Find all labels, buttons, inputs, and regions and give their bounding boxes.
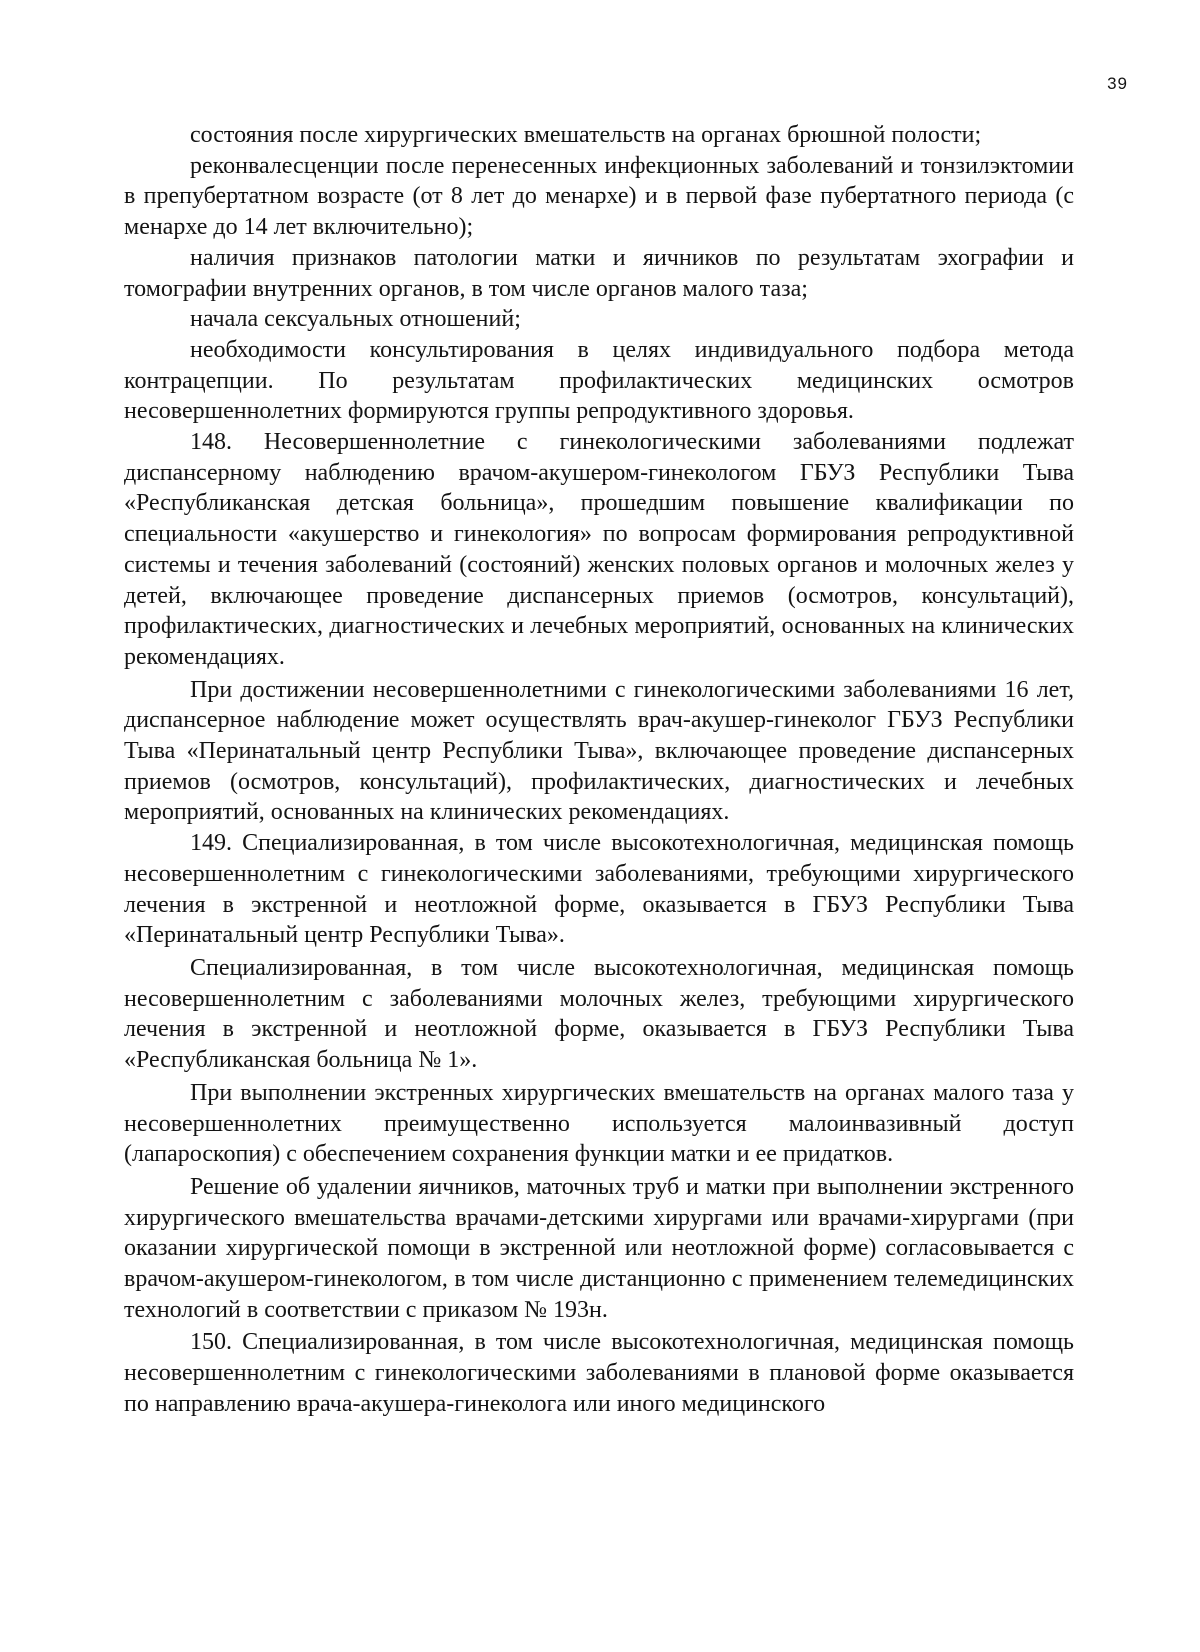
paragraph: 149. Специализированная, в том числе высокотехнологичная, медицинская помощь несовершеннолетним с гинекологическими заболеваниями, требующими хирургического лечения в экстренной и неотложной форме, оказывается в ГБУЗ Республики Тыва «Перинатальный центр Республики Тыва». <box>124 830 1074 949</box>
paragraph: При достижении несовершеннолетними с гинекологическими заболеваниями 16 лет, диспансерное наблюдение может осуществлять врач-акушер-гинеколог ГБУЗ Республики Тыва «Перинатальный центр Республики Тыва», включающее проведение диспансерных приемов (осмотров, консультаций), профилактических, диагностических и лечебных мероприятий, основанных на клинических рекомендациях. <box>124 676 1074 826</box>
page-number: 39 <box>1107 74 1128 93</box>
paragraph: 148. Несовершеннолетние с гинекологическими заболеваниями подлежат диспансерному наблюдению врачом-акушером-гинекологом ГБУЗ Республики Тыва «Республиканская детская больница», прошедшим повышение квалификации по специальности «акушерство и гинекология» по вопросам формирования репродуктивной системы и течения заболеваний (состояний) женских половых органов и молочных желез у детей, включающее проведение диспансерных приемов (осмотров, консультаций), профилактических, диагностических и лечебных мероприятий, основанных на клинических рекомендациях. <box>124 429 1074 670</box>
paragraph: 150. Специализированная, в том числе высокотехнологичная, медицинская помощь несовершеннолетним с гинекологическими заболеваниями в плановой форме оказывается по направлению врача-акушера-гинеколога или иного медицинского <box>124 1329 1074 1417</box>
paragraph: Решение об удалении яичников, маточных труб и матки при выполнении экстренного хирургического вмешательства врачами-детскими хирургами или врачами-хирургами (при оказании хирургической помощи в экстренной или неотложной форме) согласовывается с врачом-акушером-гинекологом, в том числе дистанционно с применением телемедицинских технологий в соответствии с приказом № 193н. <box>124 1173 1074 1323</box>
paragraph: При выполнении экстренных хирургических вмешательств на органах малого таза у несовершеннолетних преимущественно используется малоинвазивный доступ (лапароскопия) с обеспечением сохранения функции матки и ее придатков. <box>124 1079 1074 1168</box>
document-body <box>124 120 1074 1420</box>
paragraph: Специализированная, в том числе высокотехнологичная, медицинская помощь несовершеннолетним с заболеваниями молочных желез, требующими хирургического лечения в экстренной и неотложной форме, оказывается в ГБУЗ Республики Тыва «Республиканская больница № 1». <box>124 954 1074 1074</box>
paragraph: наличия признаков патологии матки и яичников по результатам эхографии и томографии внутренних органов, в том числе органов малого таза; <box>124 244 1074 302</box>
paragraph: начала сексуальных отношений; <box>190 306 521 333</box>
paragraph: состояния после хирургических вмешательств на органах брюшной полости; <box>190 122 982 148</box>
paragraph: реконвалесценции после перенесенных инфекционных заболеваний и тонзилэктомии в препубертатном возрасте (от 8 лет до менархе) и в первой фазе пубертатного периода (с менархе до 14 лет включительно); <box>124 152 1074 241</box>
paragraph: необходимости консультирования в целях индивидуального подбора метода контрацепции. По результатам профилактических медицинских осмотров несовершеннолетних формируются группы репродуктивного здоровья. <box>124 336 1074 425</box>
